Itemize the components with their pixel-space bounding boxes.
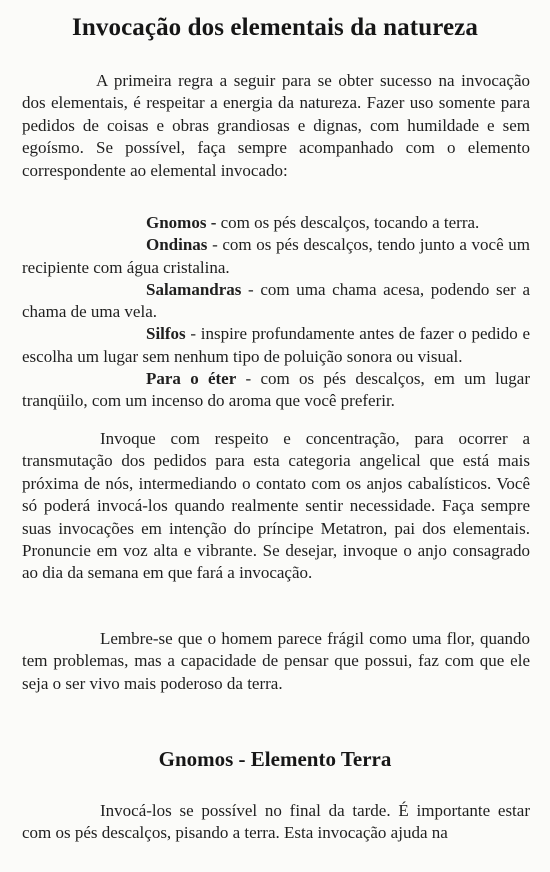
list-item: [22, 279, 530, 324]
body-paragraph: Invoque com respeito e concentração, para ocorrer a transmutação dos pedidos para esta categoria angelical que está mais próxima de nós, intermediando o contato com os anjos cabalísticos. Você só poderá invocá-los quando realmente sentir necessidade. Faça sempre suas invocações em intenção do príncipe Metatron, pai dos elementais. Pronuncie em voz alta e vibrante. Se desejar, invoque o anjo consagrado ao dia da semana em que fará a invocação.: [22, 429, 530, 583]
section-title: Gnomos - Elemento Terra: [158, 747, 392, 771]
list-item: [22, 368, 530, 413]
element-instruction: - com os pés descalços, em um lugar tranqüilo, com um incenso do aroma que você preferir.: [22, 369, 530, 411]
elements-list: [22, 212, 530, 413]
element-instruction: - com uma chama acesa, podendo ser a chama de uma vela.: [22, 279, 530, 322]
element-instruction: - com os pés descalços, tendo junto a você um recipiente com água cristalina.: [22, 235, 530, 277]
element-name: Ondinas: [146, 235, 208, 255]
element-name: Salamandras: [146, 279, 242, 299]
page-title: Invocação dos elementais da natureza: [72, 14, 478, 41]
element-name: Silfos: [146, 324, 186, 344]
list-item: [22, 212, 530, 234]
element-instruction: com os pés descalços, tocando a terra.: [216, 213, 480, 232]
list-item: [22, 323, 530, 368]
list-item: [22, 234, 530, 279]
element-instruction: - inspire profundamente antes de fazer o pedido e escolha um lugar sem nenhum tipo de poluição sonora ou visual.: [22, 324, 530, 366]
section-paragraph: Invocá-los se possível no final da tarde. É importante estar com os pés descalços, pisando a terra. Esta invocação ajuda na: [22, 801, 530, 843]
intro-paragraph: A primeira regra a seguir para se obter sucesso na invocação dos elementais, é respeitar a energia da natureza. Fazer uso somente para pedidos de coisas e obras grandiosas e dignas, com humildade e sem egoísmo. Se possível, faça sempre acompanhado com o elemento correspondente ao elemental invocado:: [22, 71, 530, 180]
element-name: Para o éter: [146, 369, 237, 389]
body-paragraph: Lembre-se que o homem parece frágil como uma flor, quando tem problemas, mas a capacidade de pensar que possui, faz com que ele seja o ser vivo mais poderoso da terra.: [22, 629, 530, 693]
element-name: Gnomos -: [146, 213, 217, 232]
